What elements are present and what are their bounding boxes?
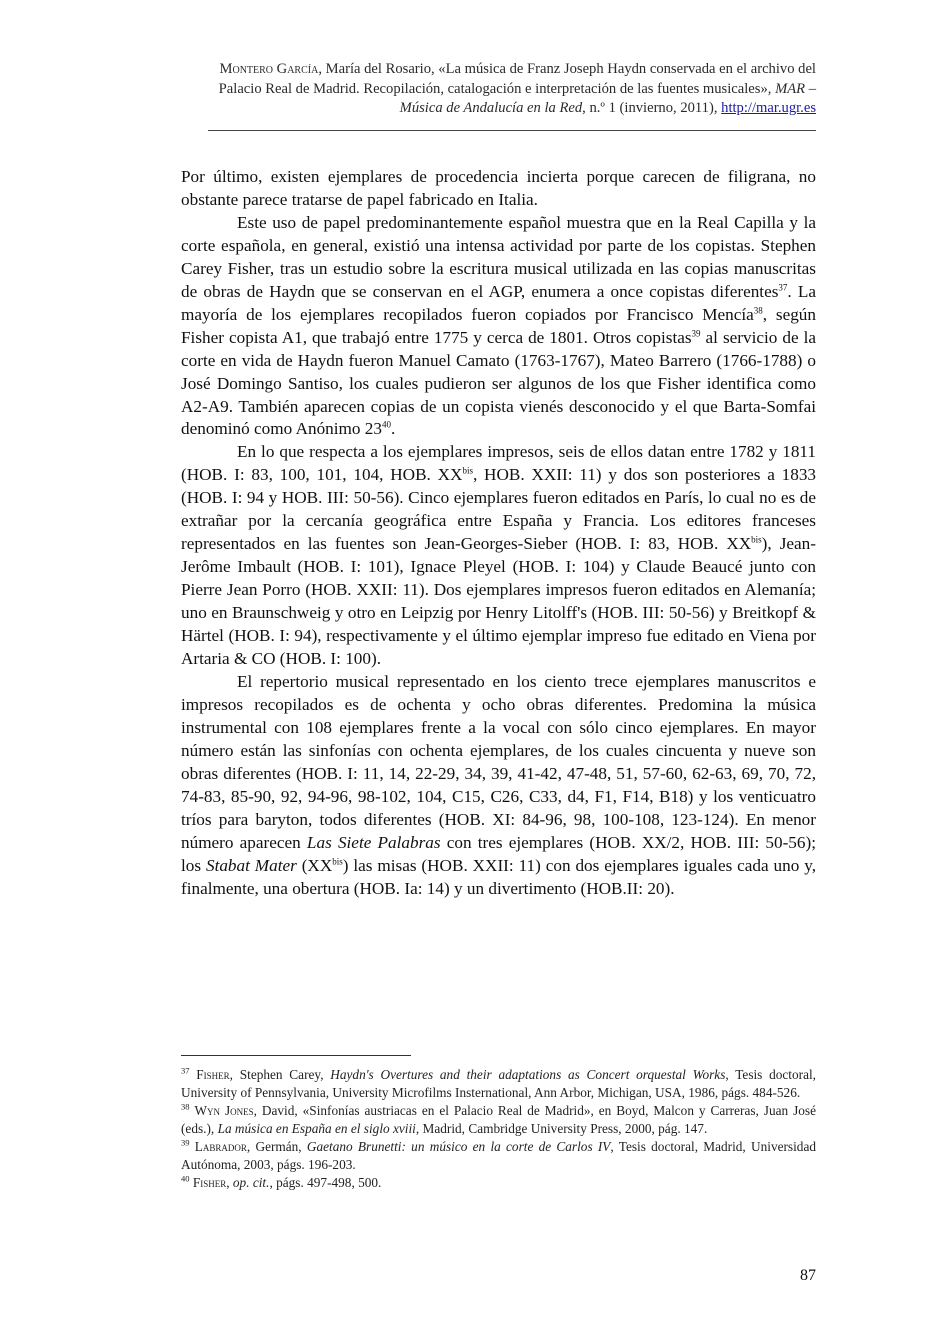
- footnote-39: [181, 1138, 816, 1174]
- paragraph-2-text: . La mayoría de los ejemplares recopilados fueron copiados por Francisco Mencía: [181, 281, 816, 324]
- footnote-ref-40[interactable]: 40: [382, 419, 391, 430]
- footnote-title: Gaetano Brunetti: un músico en la corte de Carlos IV: [306, 1139, 611, 1154]
- bis-superscript: bis: [332, 855, 343, 866]
- paragraph-3-text: ), Jean-Jerôme Imbault (HOB. I: 101), Ignace Pleyel (HOB. I: 104) y Claude Beaucé junto con Pierre Jean Porro (HOB. XXII: 11). Dos ejemplares impresos fueron editados en Alemanía; uno en Braunschweig y otro en Leipzig por Henry Litolff's (HOB. III: 50-56) y Breitkopf & Härtel (HOB. I: 94), respectivamente y el último ejemplar impreso fue editado en Viena por Artaria & CO (HOB. I: 100).: [181, 534, 816, 669]
- footnote-text: , págs. 497-498, 500.: [269, 1175, 382, 1190]
- footnote-divider: [181, 1055, 411, 1056]
- footnote-ref-39[interactable]: 39: [691, 327, 701, 338]
- footnote-number: 39: [181, 1137, 190, 1148]
- running-header: [208, 60, 816, 119]
- footnote-37: [181, 1066, 816, 1102]
- footnote-title: La música en España en el siglo xviii: [217, 1121, 416, 1136]
- footnotes: [181, 1066, 816, 1192]
- footnote-ref-37[interactable]: 37: [778, 282, 788, 293]
- footnote-number: 40: [181, 1173, 190, 1184]
- footnote-text: , David, «Sinfonías austriacas en el Palacio Real de Madrid», en Boyd, Malcon y Carreras, Juan José (eds.),: [181, 1103, 816, 1136]
- footnote-title: Haydn's Overtures and their adaptations as Concert orquestal Works: [330, 1067, 726, 1082]
- footnote-number: 37: [181, 1065, 190, 1076]
- footnote-author: Fisher: [196, 1067, 230, 1082]
- paragraph-4-text: El repertorio musical representado en los ciento trece ejemplares manuscritos e impresos recopilados es de ochenta y ocho obras diferentes. Predomina la música instrumental con 108 ejemplares frente a la vocal con sólo cinco ejemplares. En mayor número están las sinfonías con ochenta ejemplares, de los cuales cincuenta y nueve son obras diferentes (HOB. I: 11, 14, 22-29, 34, 39, 41-42, 47-48, 51, 57-60, 62-63, 69, 70, 72, 74-83, 85-90, 92, 94-96, 98-102, 104, C15, C26, C33, d4, F1, F14, B18) y los venticuatro tríos para baryton, todos diferentes (HOB. XI: 84-96, 98, 100-108, 123-124). En menor número aparecen: [181, 671, 816, 852]
- paragraph-1-text: Por último, existen ejemplares de procedencia incierta porque carecen de filigrana, no obstante parece tratarse de papel fabricado en Italia.: [181, 167, 816, 209]
- paragraph-2-text: , según Fisher copista A1, que trabajó entre 1775 y cerca de 1801. Otros copistas: [181, 304, 816, 347]
- footnote-title: op. cit.: [232, 1175, 270, 1190]
- paragraph-2-text: al servicio de la corte en vida de Haydn fueron Manuel Camato (1763-1767), Mateo Barrero (1766-1788) o José Domingo Santiso, los cuales pudieron ser algunos de los que Fisher identifica como A2-A9. También aparecen copias de un copista vienés desconocido y el que Barta-Somfai denominó como Anónimo 23: [181, 327, 816, 439]
- paragraph-4-text: ) las misas (HOB. XXII: 11) con dos ejemplares iguales cada uno y, finalmente, una obertura (HOB. Ia: 14) y un divertimento (HOB.II: 20).: [181, 855, 816, 898]
- main-text: [181, 166, 816, 901]
- footnote-text: , Tesis doctoral, Madrid, Universidad Autónoma, 2003, págs. 196-203.: [181, 1139, 816, 1172]
- footnote-text: , Germán,: [246, 1139, 307, 1154]
- header-author-surname: Montero García: [219, 61, 319, 77]
- header-journal-title: MAR – Música de Andalucía en la Red: [399, 80, 816, 116]
- header-divider: [208, 130, 816, 131]
- footnote-number: 38: [181, 1101, 190, 1112]
- footnote-text: , Stephen Carey,: [229, 1067, 331, 1082]
- paragraph-4-text: con tres ejemplares (HOB. XX/2, HOB. III: 50-56); los: [181, 832, 816, 875]
- footnote-text: , Tesis doctoral, University of Pennsylvania, University Microfilms Insternational, Ann Arbor, Michigan, USA, 1986, págs. 484-526.: [181, 1067, 816, 1100]
- header-author-rest: , María del Rosario, «La música de Franz Joseph Haydn conservada en el archivo del Palacio Real de Madrid. Recopilación, catalogación e interpretación de las fuentes musicales»,: [218, 61, 816, 97]
- paragraph-3-text: , HOB. XXII: 11) y dos son posteriores a 1833 (HOB. I: 94 y HOB. III: 50-56). Cinco ejemplares fueron editados en París, lo cual no es de extrañar por la cercanía geográfica entre España y Francia. Los editores franceses representados en las fuentes son Jean-Georges-Sieber (HOB. I: 83, HOB. XX: [181, 465, 817, 554]
- paragraph-4: [181, 671, 816, 901]
- footnote-text: , Madrid, Cambridge University Press, 2000, pág. 147.: [415, 1121, 708, 1136]
- paragraph-2-text: Este uso de papel predominantemente español muestra que en la Real Capilla y la corte española, en general, existió una intensa actividad por parte de los copistas. Stephen Carey Fisher, tras un estudio sobre la escritura musical utilizada en las copias manuscritas de obras de Haydn que se conservan en el AGP, enumera a once copistas diferentes: [181, 212, 816, 301]
- footnote-author: Labrador: [194, 1139, 247, 1154]
- paragraph-3: [181, 441, 816, 671]
- footnote-text: ,: [226, 1175, 233, 1190]
- work-title-stabat-mater: Stabat Mater: [205, 855, 297, 875]
- paragraph-3-text: En lo que respecta a los ejemplares impresos, seis de ellos datan entre 1782 y 1811 (HOB. I: 83, 100, 101, 104, HOB. XX: [181, 442, 816, 485]
- paragraph-4-text: (XX: [296, 855, 333, 875]
- bis-superscript: bis: [751, 534, 762, 545]
- paragraph-2: [181, 212, 816, 442]
- page-number: 87: [800, 1267, 816, 1284]
- work-title-siete-palabras: Las Siete Palabras: [306, 832, 441, 852]
- paragraph-1: [181, 166, 816, 212]
- footnote-author: Fisher: [192, 1175, 227, 1190]
- footnote-38: [181, 1102, 816, 1138]
- paragraph-2-text: .: [391, 419, 396, 439]
- footnote-ref-38[interactable]: 38: [753, 304, 763, 315]
- footnote-40: [181, 1174, 816, 1192]
- header-issue: , n.º 1 (invierno, 2011),: [582, 100, 722, 116]
- header-url-link[interactable]: http://mar.ugr.es: [721, 100, 816, 116]
- footnote-author: Wyn Jones: [194, 1103, 254, 1118]
- bis-superscript: bis: [462, 465, 473, 476]
